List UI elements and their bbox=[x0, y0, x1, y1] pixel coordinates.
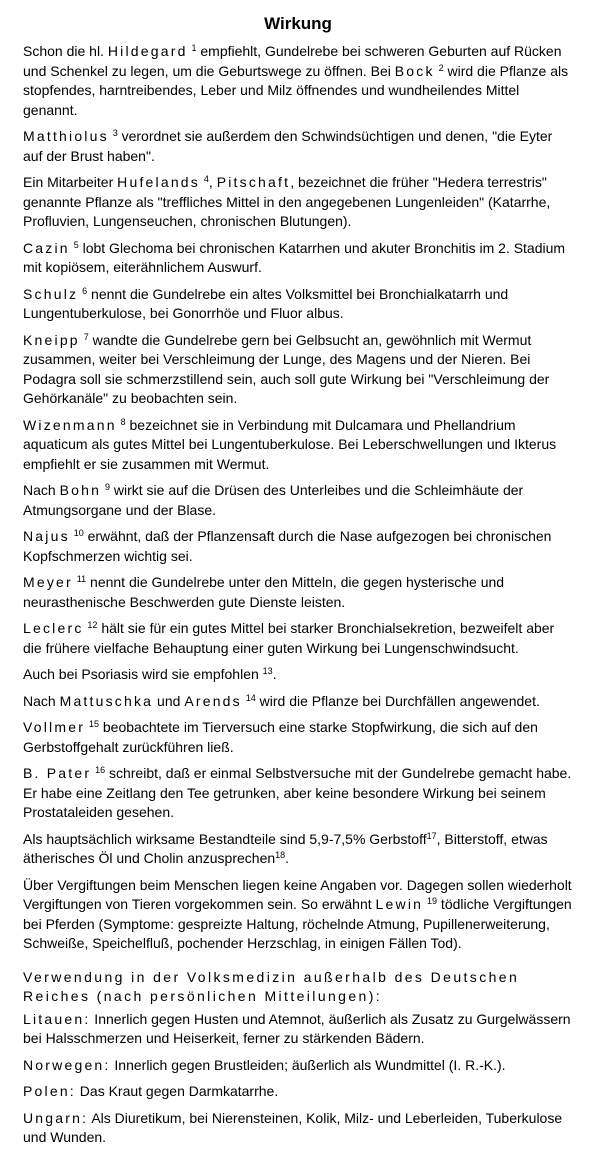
footnote-ref: 19 bbox=[427, 896, 438, 906]
country-entry-litauen: Litauen: Innerlich gegen Husten und Atemnot, äußerlich als Zusatz zu Gurgelwässern bei Halsschmerzen und Heiserkeit, ferner zu stärkenden Bädern. bbox=[23, 1010, 571, 1046]
author-name: Pitschaft bbox=[216, 174, 291, 190]
footnote-ref: 10 bbox=[73, 528, 84, 538]
author-name: Najus bbox=[23, 528, 70, 544]
section-title: Wirkung bbox=[264, 14, 332, 33]
footnote-ref: 4 bbox=[203, 174, 209, 184]
country-entry-ungarn: Ungarn: Als Diuretikum, bei Nierensteinen, Kolik, Milz- und Leberleiden, Tuberkulose und Wunden. bbox=[23, 1109, 563, 1145]
author-name: Cazin bbox=[23, 239, 70, 256]
author-name: Matthiolus bbox=[23, 128, 109, 144]
folk-medicine-subheading: Verwendung in der Volksmedizin außerhalb des Deutschen Reiches (nach persönlichen Mitteilungen): bbox=[23, 968, 520, 1004]
author-name: Leclerc bbox=[23, 620, 84, 636]
footnote-ref: 6 bbox=[82, 285, 88, 296]
paragraph-wizenmann: Wizenmann $^8$ bezeichnet sie in Verbindung mit Dulcamara und Phellandrium aquaticum als gutes Mittel bei Lungentuberkulose. Bei Leberschwellungen und Ikterus empfiehlt er sie zusammen mit Wermut. bbox=[23, 416, 557, 472]
footnote-ref: 8 bbox=[120, 416, 126, 427]
footnote-ref: 18 bbox=[275, 850, 286, 860]
footnote-ref: 7 bbox=[83, 331, 89, 342]
footnote-ref: 13 bbox=[262, 666, 273, 676]
paragraph-psoriasis: Auch bei Psoriasis wird sie empfohlen $^{13}$. bbox=[23, 666, 277, 682]
paragraph-bohn: Nach Bohn $^9$ wirkt sie auf die Drüsen des Unterleibes und die Schleimhäute der Atmungsorgane und der Blase. bbox=[23, 482, 524, 518]
author-name: Hildegard bbox=[107, 43, 188, 59]
country-entry-polen: Polen: Das Kraut gegen Darmkatarrhe. bbox=[23, 1083, 279, 1099]
paragraph-kneipp: Kneipp $^7$ wandte die Gundelrebe gern bei Gelbsucht an, gewöhnlich mit Wermut zusammen, weiter bei Verschleimung der Lunge, des Magens und der Nieren. Bei Podagra soll sie schmerzstillend sein, auch soll gute Wirkung bei "Verschleimung der Gehörkanäle" zu beobachten sein. bbox=[23, 331, 550, 406]
paragraph-cazin: Cazin $^5$ lobt Glechoma bei chronischen Katarrhen und akuter Bronchitis im 2. Stadium mit kopiösem, eiterähnlichem Auswurf. bbox=[23, 239, 566, 275]
paragraph-pater: B. Pater $^{16}$ schreibt, daß er einmal Selbstversuche mit der Gundelrebe gemacht habe. Er habe eine Zeitlang den Tee getrunken, aber keine besondere Wirkung bei seinem Prostataleiden gesehen. bbox=[23, 765, 572, 820]
paragraph-mattuschka: Nach Mattuschka und Arends $^{14}$ wird die Pflanze bei Durchfällen angewendet. bbox=[23, 692, 540, 709]
footnote-ref: 9 bbox=[104, 482, 110, 492]
footnote-ref: 16 bbox=[95, 765, 106, 775]
country-name: Polen: bbox=[23, 1083, 76, 1099]
paragraph-leclerc: Leclerc $^{12}$ hält sie für ein gutes Mittel bei starker Bronchialsekretion, bezweifelt aber die frühere vielfache Behauptung einer guten Wirkung bei Lungenschwindsucht. bbox=[23, 620, 555, 656]
author-name: Vollmer bbox=[23, 719, 86, 735]
author-name: Bohn bbox=[59, 482, 102, 498]
author-name: Arends bbox=[184, 692, 242, 709]
footnote-ref: 17 bbox=[426, 830, 437, 841]
footnote-ref: 3 bbox=[112, 128, 118, 138]
paragraph-bestandteile: Als hauptsächlich wirksame Bestandteile sind 5,9-7,5% Gerbstoff$^{17}$, Bitterstoff, etwas ätherisches Öl und Cholin anzusprechen$^{18}$. bbox=[23, 830, 548, 866]
footnote-ref: 5 bbox=[73, 239, 79, 250]
author-name: Wizenmann bbox=[23, 416, 117, 433]
author-name: B. Pater bbox=[23, 765, 92, 781]
country-entry-norwegen: Norwegen: Innerlich gegen Brustleiden; äußerlich als Wundmittel (I. R.-K.). bbox=[23, 1056, 506, 1073]
paragraph-matthiolus: Matthiolus $^3$ verordnet sie außerdem den Schwindsüchtigen und denen, "die Eyter auf der Brust haben". bbox=[23, 128, 553, 164]
footnote-ref: 15 bbox=[88, 719, 99, 729]
paragraph-meyer: Meyer $^{11}$ nennt die Gundelrebe unter den Mitteln, die gegen hysterische und neurasthenische Beschwerden gute Dienste leisten. bbox=[23, 574, 505, 610]
paragraph-najus: Najus $^{10}$ erwähnt, daß der Pflanzensaft durch die Nase aufgezogen bei chronischen Kopfschmerzen wichtig sei. bbox=[23, 528, 552, 564]
author-name: Hufelands bbox=[117, 174, 200, 190]
author-name: Lewin bbox=[375, 896, 424, 912]
footnote-ref: 11 bbox=[76, 574, 87, 584]
paragraph-vollmer: Vollmer $^{15}$ beobachtete im Tierversuch eine starke Stopfwirkung, die sich auf den Gerbstoffgehalt zurückführen ließ. bbox=[23, 719, 538, 755]
paragraph-hufeland: Ein Mitarbeiter Hufelands $^4$, Pitschaft, bezeichnet die früher "Hedera terrestris" genannte Pflanze als "treffliches Mittel in den angegebenen Lungenleiden" (Katarrhe, Profluvien, Lungenseuchen, chronischen Blutungen). bbox=[23, 174, 551, 229]
footnote-ref: 1 bbox=[191, 43, 197, 53]
author-name: Kneipp bbox=[23, 331, 80, 348]
paragraph-hildegard: Schon die hl. Hildegard $^1$ empfiehlt, Gundelrebe bei schweren Geburten auf Rücken und Schenkel zu legen, um die Geburtswege zu öffnen. Bei Bock $^2$ wird die Pflanze als stopfendes, harntreibendes, Leber und Milz öffnendes und wundheilendes Mittel genannt. bbox=[23, 43, 569, 118]
country-name: Litauen: bbox=[23, 1010, 91, 1027]
author-name: Schulz bbox=[23, 285, 79, 302]
author-name: Mattuschka bbox=[59, 692, 154, 709]
country-name: Norwegen: bbox=[23, 1056, 111, 1073]
author-name: Bock bbox=[394, 62, 435, 79]
paragraph-vergiftungen: Über Vergiftungen beim Menschen liegen keine Angaben vor. Dagegen sollen wiederholt Vergiftungen von Tieren vorgekommen sein. So erwähnt Lewin $^{19}$ tödliche Vergiftungen bei Pferden (Symptome: gespreizte Haltung, röchelnde Atmung, Pupillenerweiterung, Schweiße, Speichelfluß, pochender Herzschlag, in einigen Fällen Tod). bbox=[23, 876, 572, 951]
footnote-ref: 2 bbox=[438, 62, 444, 73]
country-name: Ungarn: bbox=[23, 1109, 89, 1126]
footnote-ref: 12 bbox=[87, 620, 98, 630]
footnote-ref: 14 bbox=[245, 692, 256, 703]
author-name: Meyer bbox=[23, 574, 73, 590]
paragraph-schulz: Schulz $^6$ nennt die Gundelrebe ein altes Volksmittel bei Bronchialkatarrh und Lungentuberkulose, bei Gonorrhöe und Fluor albus. bbox=[23, 285, 509, 321]
